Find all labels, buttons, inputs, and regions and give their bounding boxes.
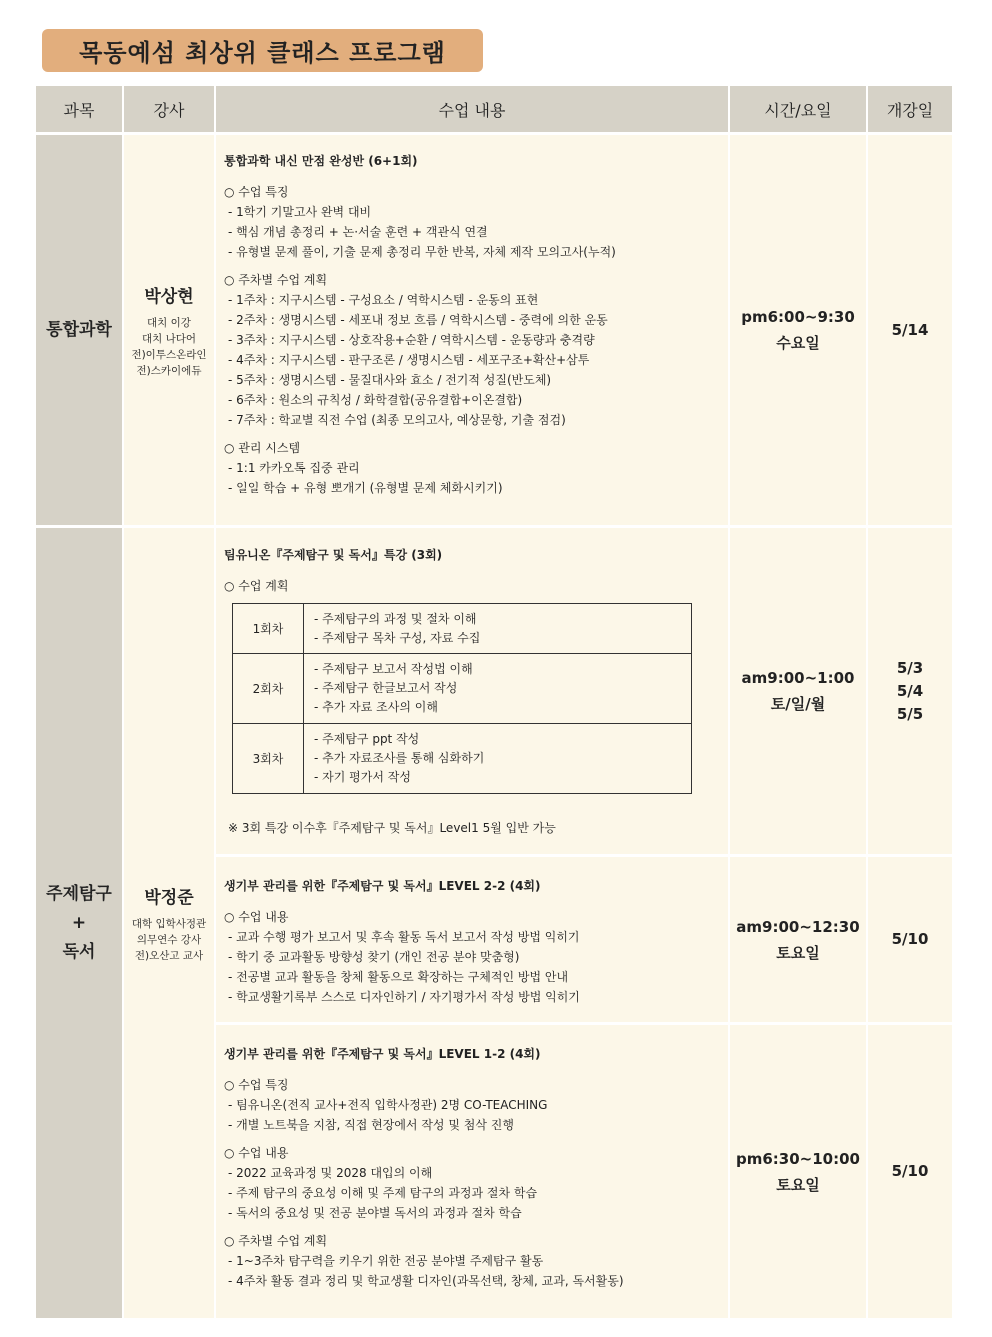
subject-cell-topic-research-reading [36,528,122,1318]
class-time: am9:00~1:00 [741,669,855,687]
session-label: 1회차 [233,604,304,654]
session-line: - 주제탐구의 과정 및 절차 이해 [314,611,477,626]
section-item: - 7주차 : 학교별 직전 수업 (최종 모의고사, 예상문항, 기출 점검) [228,413,566,427]
course-section [224,438,720,498]
section-item: - 교과 수행 평가 보고서 및 후속 활동 독서 보고서 작성 방법 익히기 [228,930,580,944]
section-item: - 1~3주차 탐구력을 키우기 위한 전공 분야별 주제탐구 활동 [228,1254,544,1268]
header-open-date: 개강일 [868,86,952,132]
session-line: - 추가 자료 조사의 이해 [314,700,438,714]
subject-label: 주제탐구 [46,883,112,904]
session-row [233,604,692,654]
open-date-cell [868,528,952,854]
section-item: - 5주차 : 생명시스템 - 물질대사와 효소 / 전기적 성질(반도체) [228,373,552,387]
teacher-cell [124,135,214,525]
teacher-bio-line: 전)이투스온라인 [131,348,207,361]
class-day: 토요일 [776,1175,820,1194]
section-heading: ○ 수업 특징 [224,185,289,199]
teacher-bio-line: 대치 이강 [147,316,191,329]
course-content-cell [216,528,728,854]
session-row [233,724,692,794]
open-date: 5/14 [891,320,929,339]
class-time: am9:00~12:30 [736,917,860,936]
section-item: - 1주차 : 지구시스템 - 구성요소 / 역학시스템 - 운동의 표현 [228,293,539,307]
section-item: - 4주차 : 지구시스템 - 판구조론 / 생명시스템 - 세포구조+확산+삼투 [228,353,590,367]
section-item: - 학교생활기록부 스스로 디자인하기 / 자기평가서 작성 방법 익히기 [228,990,580,1004]
course-section [224,182,720,262]
teacher-cell [124,528,214,1318]
session-line: - 주제탐구 ppt 작성 [314,732,420,746]
header-content: 수업 내용 [216,86,728,132]
page-title: 목동예섬 최상위 클래스 프로그램 [79,39,446,67]
session-row [233,654,692,724]
teacher-bio-line: 전)스카이에듀 [136,364,202,377]
open-date: 5/3 [896,658,924,677]
session-line: - 주제탐구 보고서 작성법 이해 [314,662,473,676]
section-item: - 주제 탐구의 중요성 이해 및 주제 탐구의 과정과 절차 학습 [228,1186,538,1200]
time-cell [730,1025,866,1318]
section-item: - 2주차 : 생명시스템 - 세포내 정보 흐름 / 역학시스템 - 중력에 의한 운동 [228,313,608,327]
session-line: - 자기 평가서 작성 [314,770,411,784]
teacher-bio-line: 대학 입학사정관 [131,917,207,930]
section-item: - 1:1 카카오톡 집중 관리 [228,461,360,475]
open-date: 5/10 [891,930,929,948]
section-item: - 1학기 기말고사 완벽 대비 [228,205,372,219]
section-item: - 6주차 : 원소의 규칙성 / 화학결합(공유결합+이온결합) [228,393,523,407]
teacher-bio-line: 전)오산고 교사 [134,949,204,962]
teacher-bio-line: 의무연수 강사 [136,933,202,946]
time-cell [730,857,866,1022]
class-time: pm6:00~9:30 [741,308,855,326]
course-section [224,1231,720,1291]
course-title: 생기부 관리를 위한『주제탐구 및 독서』LEVEL 2-2 (4회) [224,879,541,893]
course-section [224,1075,720,1135]
open-date: 5/10 [891,1162,929,1180]
schedule-table [36,86,952,1318]
section-heading: ○ 수업 내용 [224,910,289,924]
course-content-cell [216,135,728,525]
title-banner [42,29,483,72]
header-subject: 과목 [36,86,122,132]
open-date-cell [868,1025,952,1318]
course-section [224,1143,720,1223]
header-time: 시간/요일 [730,86,866,132]
session-line: - 추가 자료조사를 통해 심화하기 [314,751,485,765]
course-content-cell [216,1025,728,1318]
subject-label: 독서 [62,941,96,962]
class-day: 토요일 [776,943,820,962]
section-item: - 독서의 중요성 및 전공 분야별 독서의 과정과 절차 학습 [228,1206,522,1220]
section-item: - 전공별 교과 활동을 창체 활동으로 확장하는 구체적인 방법 안내 [228,970,569,984]
course-section [224,270,720,430]
session-label: 3회차 [233,724,304,794]
course-title: 생기부 관리를 위한『주제탐구 및 독서』LEVEL 1-2 (4회) [224,1047,541,1061]
course-content-cell [216,857,728,1022]
session-details [304,724,692,794]
note-text: ※ 3회 특강 이수후『주제탐구 및 독서』Level1 5월 입반 가능 [228,821,556,835]
session-label: 2회차 [233,654,304,724]
session-line: - 주제탐구 목차 구성, 자료 수집 [314,630,481,645]
session-details [304,604,692,654]
time-cell [730,528,866,854]
section-heading: ○ 주차별 수업 계획 [224,273,328,287]
section-item: - 일일 학습 + 유형 뽀개기 (유형별 문제 체화시키기) [228,481,503,495]
session-line: - 주제탐구 한글보고서 작성 [314,681,458,695]
course-section [224,576,720,596]
session-details [304,654,692,724]
subject-cell-integrated-science [36,135,122,525]
class-day: 토/일/월 [770,695,826,713]
open-date-cell [868,135,952,525]
open-date-cell [868,857,952,1022]
section-item: - 4주차 활동 결과 정리 및 학교생활 디자인(과목선택, 창체, 교과, 독서활동) [228,1274,624,1288]
section-item: - 유형별 문제 풀이, 기출 문제 총정리 무한 반복, 자체 제작 모의고사(누적) [228,245,616,259]
section-heading: ○ 수업 내용 [224,1146,289,1160]
teacher-name: 박상현 [144,286,194,307]
section-heading: ○ 수업 특징 [224,1078,289,1092]
open-date: 5/4 [896,681,924,700]
session-table [232,603,692,794]
course-title: 팀유니온『주제탐구 및 독서』특강 (3회) [224,548,443,562]
open-date: 5/5 [896,704,924,723]
teacher-name: 박정준 [144,887,194,908]
class-day: 수요일 [776,334,820,352]
section-heading: ○ 주차별 수업 계획 [224,1234,328,1248]
section-heading: ○ 수업 계획 [224,579,289,593]
course-section [224,907,720,1007]
header-teacher: 강사 [124,86,214,132]
section-item: - 학기 중 교과활동 방향성 찾기 (개인 전공 분야 맞춤형) [228,950,520,964]
subject-label: 통합과학 [46,319,112,340]
subject-label: + [71,912,87,933]
class-time: pm6:30~10:00 [736,1149,860,1168]
course-title: 통합과학 내신 만점 완성반 (6+1회) [224,154,418,168]
section-item: - 개별 노트북을 지참, 직접 현장에서 작성 및 첨삭 진행 [228,1118,514,1132]
section-item: - 핵심 개념 총정리 + 논·서술 훈련 + 객관식 연결 [228,225,488,239]
section-item: - 팀유니온(전직 교사+전직 입학사정관) 2명 CO-TEACHING [228,1098,548,1112]
time-cell [730,135,866,525]
section-heading: ○ 관리 시스템 [224,441,301,455]
section-item: - 3주차 : 지구시스템 - 상호작용+순환 / 역학시스템 - 운동량과 충격량 [228,333,595,347]
section-item: - 2022 교육과정 및 2028 대입의 이해 [228,1166,433,1180]
teacher-bio-line: 대치 나다어 [141,332,197,345]
